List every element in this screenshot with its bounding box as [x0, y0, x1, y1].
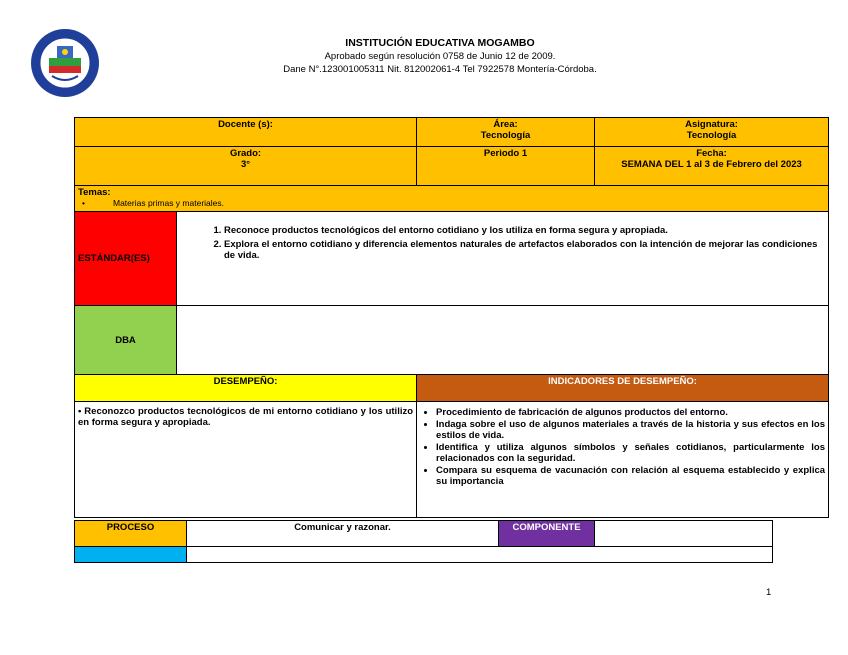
estandares-cell — [177, 212, 829, 306]
dba-label: DBA — [115, 334, 136, 346]
indicadores-cell — [417, 402, 829, 518]
proceso-table — [74, 520, 773, 563]
estandares-label-cell — [75, 212, 177, 306]
indicador-item: • Identifica y utiliza algunos símbolos y señales cotidianos, particularmente los relacionados con la seguridad. — [436, 442, 825, 464]
institution-header — [160, 37, 720, 76]
proceso-value-cell — [187, 521, 499, 547]
indicador-item: • Compara su esquema de vacunación con relación al esquema establecido y explica su importancia — [436, 465, 825, 487]
temas-item — [78, 198, 825, 209]
planning-table — [74, 117, 829, 518]
fecha-label: Fecha: — [696, 148, 727, 159]
indicadores-label: INDICADORES DE DESEMPEÑO: — [548, 376, 697, 387]
estandar-item: 2. Explora el entorno cotidiano y diferencia elementos naturales de artefactos elaborados con la intención de mejorar las condiciones de vida. — [224, 239, 825, 261]
desempeno-label: DESEMPEÑO: — [213, 376, 278, 387]
proceso-empty-cell — [187, 547, 773, 563]
periodo-cell — [417, 147, 595, 186]
temas-cell — [75, 186, 829, 212]
temas-bullet: • — [82, 198, 85, 208]
docente-label: Docente (s): — [218, 119, 273, 130]
dane-line: Dane N°.123001005311 Nit. 812002061-4 Tel 7922578 Montería-Córdoba. — [283, 64, 597, 75]
temas-item-text: Materias primas y materiales. — [112, 198, 224, 208]
periodo-value: Periodo 1 — [483, 148, 528, 159]
proceso-label-cell — [75, 521, 187, 547]
institution-name: INSTITUCIÓN EDUCATIVA MOGAMBO — [345, 37, 535, 49]
estandares-label: ESTÁNDAR(ES) — [78, 253, 150, 264]
proceso-value: Comunicar y razonar. — [294, 522, 391, 533]
estandar-item: 1. Reconoce productos tecnológicos del entorno cotidiano y los utiliza en forma segura y apropiada. — [224, 225, 825, 236]
approval-line: Aprobado según resolución 0758 de Junio 12 de 2009. — [324, 51, 556, 62]
page-number: 1 — [766, 587, 772, 598]
proceso-label: PROCESO — [106, 522, 155, 533]
indicador-item: • Indaga sobre el uso de algunos materiales a través de la historia y sus efectos en los estilos de vida. — [436, 419, 825, 441]
fecha-cell — [595, 147, 829, 186]
grado-cell — [75, 147, 417, 186]
componente-label: COMPONENTE — [512, 522, 581, 533]
asignatura-value: Tecnología — [686, 130, 737, 141]
asignatura-label: Asignatura: — [685, 119, 738, 130]
componente-label-cell — [499, 521, 595, 547]
desempeno-header — [75, 375, 417, 402]
grado-label: Grado: — [229, 148, 262, 159]
desempeno-text: • Reconozco productos tecnológicos de mi entorno cotidiano y los utilizo en forma segura y apropiada. — [78, 406, 414, 428]
indicadores-list — [420, 407, 825, 487]
dba-label-cell — [75, 306, 177, 375]
desempeno-cell — [75, 402, 417, 518]
school-seal-logo — [30, 28, 100, 98]
area-cell — [417, 118, 595, 147]
dba-cell — [177, 306, 829, 375]
proceso-color-cell — [75, 547, 187, 563]
asignatura-cell — [595, 118, 829, 147]
docente-cell — [75, 118, 417, 147]
grado-value: 3° — [240, 159, 251, 170]
area-label: Área: — [493, 119, 518, 130]
indicadores-header — [417, 375, 829, 402]
fecha-value: SEMANA DEL 1 al 3 de Febrero del 2023 — [621, 159, 802, 170]
componente-value-cell — [595, 521, 773, 547]
temas-label: Temas: — [78, 187, 111, 198]
indicador-item: • Procedimiento de fabricación de algunos productos del entorno. — [436, 407, 825, 418]
estandares-list — [180, 225, 825, 261]
area-value: Tecnología — [480, 130, 531, 141]
